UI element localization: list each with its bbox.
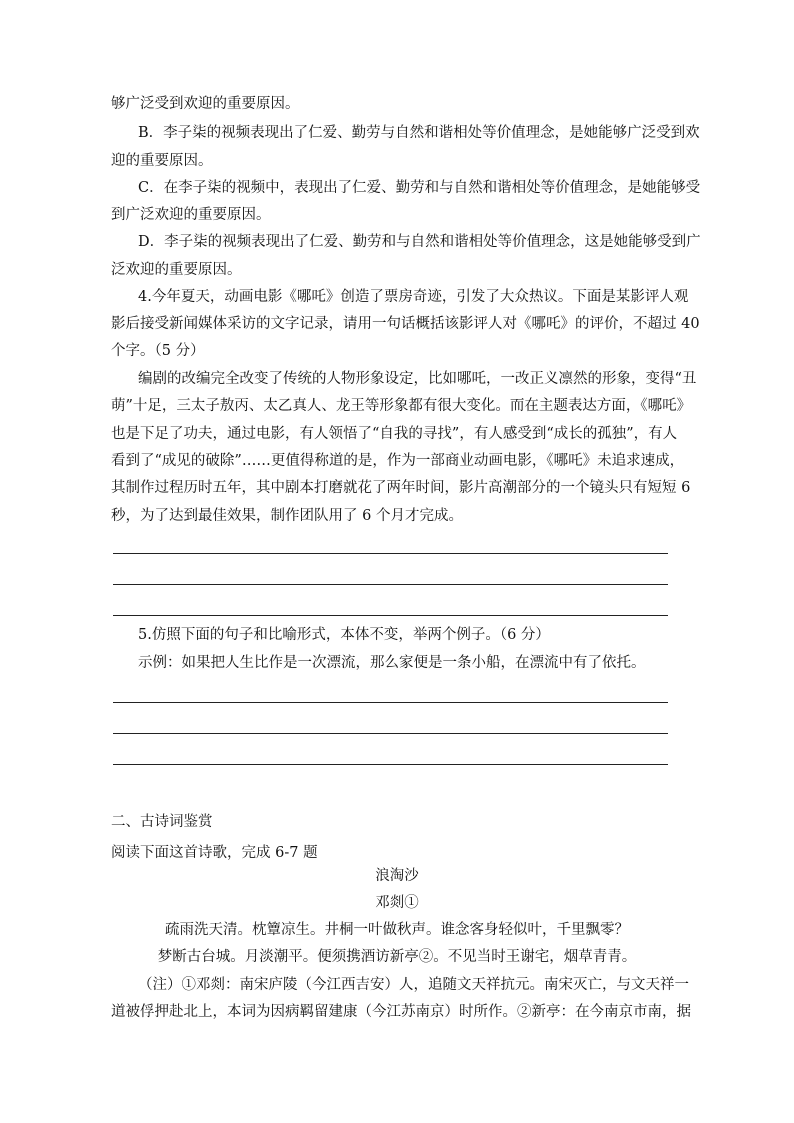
passage-line-2: 萌”十足，三太子敖丙、太乙真人、龙王等形象都有很大变化。而在主题表达方面，《哪吒》 [111, 398, 692, 414]
answer-line-q4-2[interactable] [113, 584, 668, 585]
poem-stanza-2: 梦断古台城。月淡潮平。便须携酒访新亭②。不见当时王谢宅，烟草青青。 [157, 949, 637, 965]
answer-line-q4-1[interactable] [113, 553, 668, 554]
passage-line-4: 看到了“成见的破除”……更值得称道的是，作为一部商业动画电影，《哪吒》未追求速成， [111, 453, 685, 469]
question-4-line-3: 个字。（5 分） [111, 343, 205, 359]
question-4-line-2: 影后接受新闻媒体采访的文字记录，请用一句话概括该影评人对《哪吒》的评价，不超过 40 [111, 316, 700, 332]
poem-title: 浪淘沙 [375, 868, 419, 884]
passage-line-6: 秒，为了达到最佳效果，制作团队用了 6 个月才完成。 [111, 508, 463, 524]
question-5: 5.仿照下面的句子和比喻形式，本体不变，举两个例子。（6 分） [138, 627, 550, 643]
option-d-line-2: 泛欢迎的重要原因。 [111, 262, 242, 278]
option-b-line-1: B．李子柒的视频表现出了仁爱、勤劳与自然和谐相处等价值理念，是她能够广泛受到欢 [138, 125, 700, 141]
option-b-line-2: 迎的重要原因。 [111, 153, 213, 169]
option-c-line-1: C．在李子柒的视频中，表现出了仁爱、勤劳和与自然和谐相处等价值理念，是她能够受 [138, 180, 701, 196]
poem-author: 邓剡① [375, 895, 419, 911]
answer-line-q5-3[interactable] [113, 764, 668, 765]
passage-line-1: 编剧的改编完全改变了传统的人物形象设定，比如哪吒，一改正义凛然的形象，变得“丑 [138, 371, 697, 387]
poem-stanza-1: 疏雨洗天清。枕簟凉生。井桐一叶做秋声。谁念客身轻似叶，千里飘零？ [165, 922, 629, 938]
answer-line-q5-2[interactable] [113, 733, 668, 734]
annotation-line-1: （注）①邓剡：南宋庐陵（今江西吉安）人，追随文天祥抗元。南宋灭亡，与文天祥一 [138, 977, 689, 993]
question-5-example: 示例：如果把人生比作是一次漂流，那么家便是一条小船，在漂流中有了依托。 [138, 655, 646, 671]
section-heading: 二、古诗词鉴赏 [111, 814, 213, 830]
option-a-continued: 够广泛受到欢迎的重要原因。 [111, 96, 300, 112]
answer-line-q5-1[interactable] [113, 702, 668, 703]
option-c-line-2: 到广泛欢迎的重要原因。 [111, 207, 271, 223]
question-4-line-1: 4.今年夏天，动画电影《哪吒》创造了票房奇迹，引发了大众热议。下面是某影评人观 [138, 289, 689, 305]
passage-line-5: 其制作过程历时五年，其中剧本打磨就花了两年时间，影片高潮部分的一个镜头只有短短 6 [111, 480, 691, 496]
passage-line-3: 也是下足了功夫，通过电影，有人领悟了“自我的寻找”，有人感受到“成长的孤独”，有人 [111, 426, 678, 442]
annotation-line-2: 道被俘押赴北上，本词为因病羁留建康（今江苏南京）时所作。②新亭：在今南京市南，据 [111, 1004, 691, 1020]
option-d-line-1: D．李子柒的视频表现出了仁爱、勤劳和与自然和谐相处等价值理念，这是她能够受到广 [138, 234, 701, 250]
section-instruction: 阅读下面这首诗歌，完成 6-7 题 [111, 845, 318, 861]
answer-line-q4-3[interactable] [113, 615, 668, 616]
